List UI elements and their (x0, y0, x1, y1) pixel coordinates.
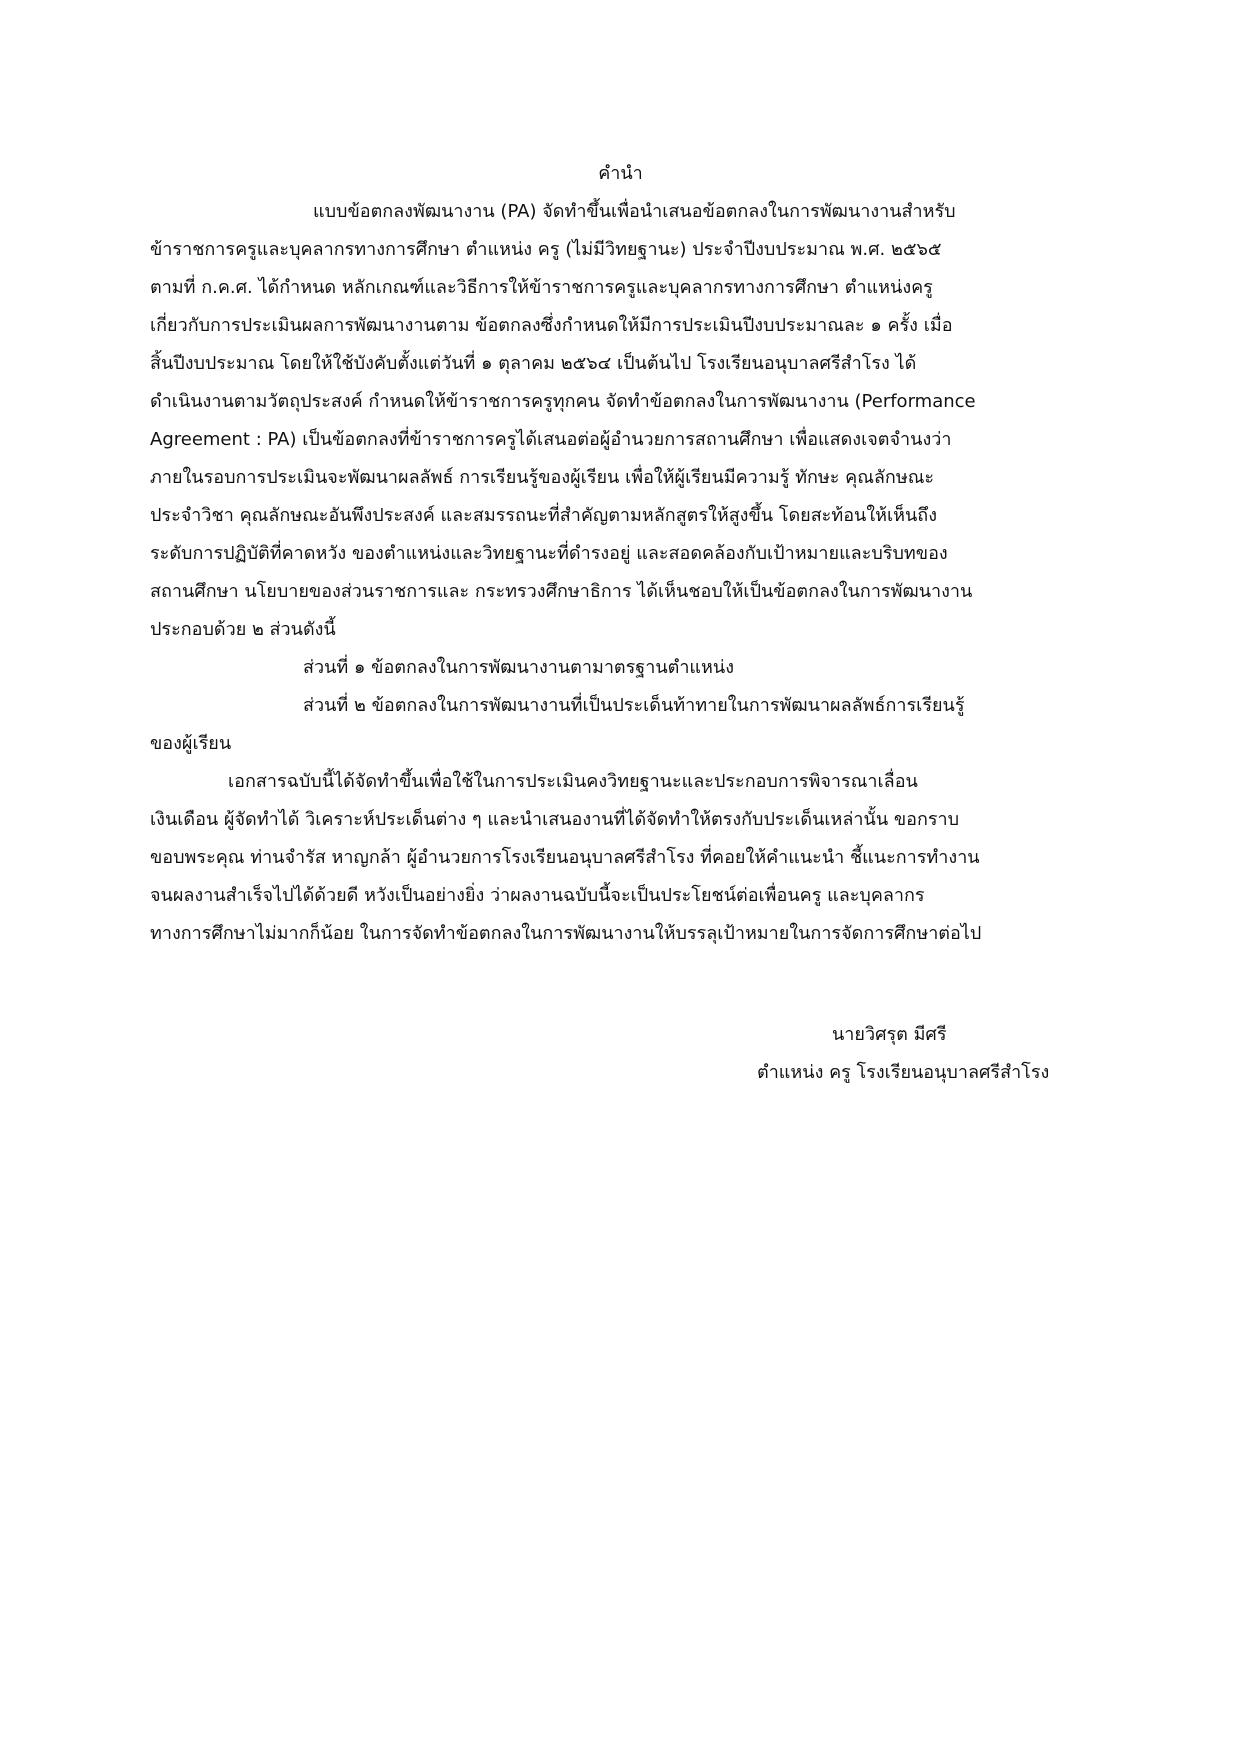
body-line: Agreement : PA) เป็นข้อตกลงที่ข้าราชการครูได้เสนอต่อผู้อำนวยการสถานศึกษา เพื่อแสดงเจตจำนงว่า (150, 429, 952, 450)
body-line: จนผลงานสำเร็จไปได้ด้วยดี หวังเป็นอย่างยิ่ง ว่าผลงานฉบับนี้จะเป็นประโยชน์ต่อเพื่อนครู และบุคลากร (150, 885, 925, 906)
body-line: เอกสารฉบับนี้ได้จัดทำขึ้นเพื่อใช้ในการประเมินคงวิทยฐานะและประกอบการพิจารณาเลื่อน (228, 771, 918, 792)
body-line: ดำเนินงานตามวัตถุประสงค์ กำหนดให้ข้าราชการครูทุกคน จัดทำข้อตกลงในการพัฒนางาน (Performance (150, 391, 976, 412)
body-line: ของผู้เรียน (150, 733, 232, 754)
body-line: สถานศึกษา นโยบายของส่วนราชการและ กระทรวงศึกษาธิการ ได้เห็นชอบให้เป็นข้อตกลงในการพัฒนางาน (150, 581, 973, 602)
body-line: ภายในรอบการประเมินจะพัฒนาผลลัพธ์ การเรียนรู้ของผู้เรียน เพื่อให้ผู้เรียนมีความรู้ ทักษะ คุณลักษณะ (150, 467, 935, 488)
body-line: ขอบพระคุณ ท่านจำรัส หาญกล้า ผู้อำนวยการโรงเรียนอนุบาลศรีสำโรง ที่คอยให้คำแนะนำ ชี้แนะการทำงาน (150, 847, 980, 868)
body-line: ประจำวิชา คุณลักษณะอันพึงประสงค์ และสมรรถนะที่สำคัญตามหลักสูตรให้สูงขึ้น โดยสะท้อนให้เห็นถึง (150, 505, 937, 526)
signature-name: นายวิศรุต มีศรี (832, 1024, 947, 1045)
section-item-2: ส่วนที่ ๒ ข้อตกลงในการพัฒนางานที่เป็นประเด็นท้าทายในการพัฒนาผลลัพธ์การเรียนรู้ (303, 695, 965, 716)
document-title: คำนำ (598, 163, 643, 184)
body-line: เกี่ยวกับการประเมินผลการพัฒนางานตาม ข้อตกลงซึ่งกำหนดให้มีการประเมินปีงบประมาณละ ๑ ครั้ง เมื่อ (150, 315, 953, 336)
body-line: เงินเดือน ผู้จัดทำได้ วิเคราะห์ประเด็นต่าง ๆ และนำเสนองานที่ได้จัดทำให้ตรงกับประเด็นเหล่านั้น ขอกราบ (150, 809, 960, 830)
body-line: ตามที่ ก.ค.ศ. ได้กำหนด หลักเกณฑ์และวิธีการให้ข้าราชการครูและบุคลากรทางการศึกษา ตำแหน่งครู (150, 277, 933, 298)
body-line: ประกอบด้วย ๒ ส่วนดังนี้ (150, 619, 336, 640)
body-line: ข้าราชการครูและบุคลากรทางการศึกษา ตำแหน่ง ครู (ไม่มีวิทยฐานะ) ประจำปีงบประมาณ พ.ศ. ๒๕๖๕ (150, 239, 942, 260)
body-line: แบบข้อตกลงพัฒนางาน (PA) จัดทำขึ้นเพื่อนำเสนอข้อตกลงในการพัฒนางานสำหรับ (313, 201, 956, 222)
signature-position: ตำแหน่ง ครู โรงเรียนอนุบาลศรีสำโรง (757, 1062, 1050, 1083)
body-line: สิ้นปีงบประมาณ โดยให้ใช้บังคับตั้งแต่วันที่ ๑ ตุลาคม ๒๕๖๔ เป็นต้นไป โรงเรียนอนุบาลศรีสำโรง ได้ (150, 353, 917, 374)
section-item-1: ส่วนที่ ๑ ข้อตกลงในการพัฒนางานตามาตรฐานตำแหน่ง (303, 657, 734, 678)
body-line: ระดับการปฏิบัติที่คาดหวัง ของตำแหน่งและวิทยฐานะที่ดำรงอยู่ และสอดคล้องกับเป้าหมายและบริบทของ (150, 543, 948, 564)
body-line: ทางการศึกษาไม่มากก็น้อย ในการจัดทำข้อตกลงในการพัฒนางานให้บรรลุเป้าหมายในการจัดการศึกษาต่อไป (150, 923, 982, 944)
